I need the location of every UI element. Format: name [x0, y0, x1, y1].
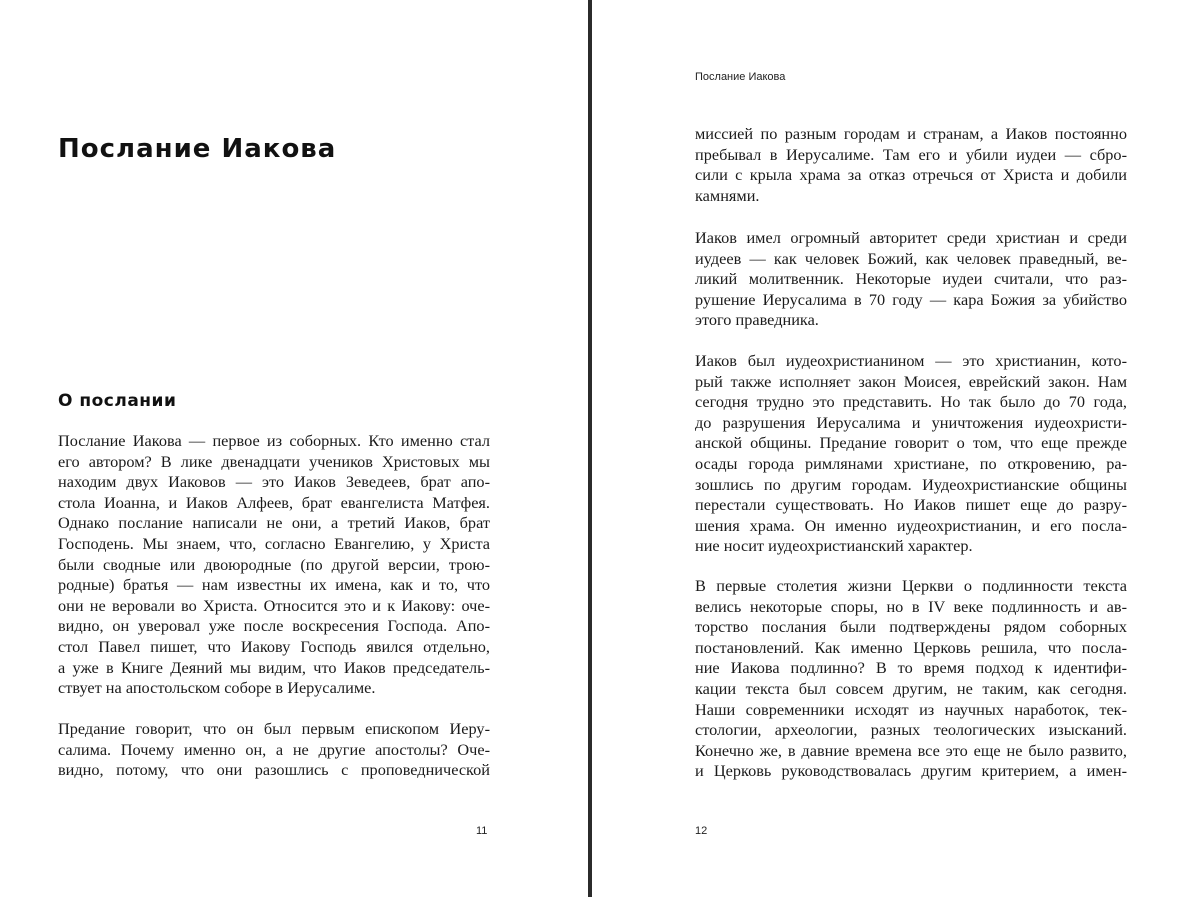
paragraph — [695, 576, 1127, 782]
paragraph — [695, 351, 1127, 557]
text-line: рый также исполняет закон Моисея, еврейский закон. Нам — [695, 371, 1127, 391]
text-line: стол Павел пишет, что Иакову Господь явился отдельно, — [58, 636, 490, 656]
text-line: осады города римлянами христиане, по откровению, ра- — [695, 453, 1127, 473]
text-line: камнями. — [695, 185, 760, 205]
paragraph — [58, 431, 490, 699]
text-line: велись некоторые споры, но в IV веке подлинность и ав- — [695, 596, 1127, 616]
paragraph — [58, 719, 490, 781]
text-line: они не веровали во Христа. Относится это и к Иакову: оче- — [58, 595, 490, 615]
paragraph — [695, 124, 1127, 206]
text-line: торство послания были подтверждены рядом соборных — [695, 617, 1127, 637]
text-line: а уже в Книге Деяний мы видим, что Иаков председатель- — [58, 657, 490, 677]
running-header: Послание Иакова — [695, 71, 786, 83]
text-line: видно, потому, что они разошлись с проповеднической — [58, 760, 490, 780]
text-line: ликий молитвенник. Некоторые иудеи считали, что раз- — [695, 269, 1127, 289]
text-line: иудеев — как человек Божий, как человек праведный, ве- — [695, 248, 1127, 268]
text-line: ние носит иудеохристианский характер. — [695, 536, 973, 556]
paragraph — [695, 228, 1127, 331]
text-line: зошлись по другим городам. Иудеохристианские общины — [695, 474, 1127, 494]
chapter-title: Послание Иакова — [58, 134, 337, 164]
text-line: Послание Иакова — первое из соборных. Кто именно стал — [58, 431, 490, 450]
text-line: до разрушения Иерусалима и уничтожения иудеохристи- — [695, 412, 1127, 432]
text-line: ствует на апостольском соборе в Иерусалиме. — [58, 678, 376, 698]
text-line: стола Иоанна, и Иаков Алфеев, брат евангелиста Матфея. — [58, 492, 490, 512]
text-line: видно, он уверовал уже после воскресения Господа. Апо- — [58, 616, 490, 636]
text-line: его автором? В лике двенадцати учеников Христовых мы — [58, 451, 490, 471]
text-line: и Церковь руководствовалась другим критерием, а имен- — [695, 761, 1127, 781]
section-heading: О послании — [58, 391, 177, 411]
text-line: Предание говорит, что он был первым епископом Иеру- — [58, 719, 490, 738]
page-number: 11 — [476, 825, 488, 837]
text-line: Конечно же, в давние времена все это еще не было развито, — [695, 740, 1127, 760]
right-page — [592, 0, 1184, 897]
text-line: салима. Почему именно он, а не другие апостолы? Оче- — [58, 739, 490, 759]
text-line: сили с крыла храма за отказ отречься от Христа и добили — [695, 165, 1127, 185]
text-line: родные) братья — нам известны их имена, как и то, что — [58, 575, 490, 595]
text-line: стологии, археологии, разных теологических изысканий. — [695, 720, 1127, 740]
text-line: сегодня трудно это представить. Но так было до 70 года, — [695, 392, 1127, 412]
text-line: находим двух Иаковов — это Иаков Зеведеев, брат апо- — [58, 472, 490, 492]
text-line: этого праведника. — [695, 310, 819, 330]
text-line: кации текста был совсем другим, не таким, как сегодня. — [695, 678, 1127, 698]
text-line: перестали существовать. Но Иаков пишет еще до разру- — [695, 495, 1127, 515]
text-line: анской общины. Предание говорит о том, что еще прежде — [695, 433, 1127, 453]
text-line: Иаков имел огромный авторитет среди христиан и среди — [695, 228, 1127, 247]
text-line: Иаков был иудеохристианином — это христианин, кото- — [695, 351, 1127, 370]
text-line: Наши современники исходят из научных наработок, тек- — [695, 699, 1127, 719]
text-line: Господень. Мы знаем, что, согласно Евангелию, у Христа — [58, 533, 490, 553]
text-line: шения храма. Он именно иудеохристианин, и его посла- — [695, 515, 1127, 535]
text-line: миссией по разным городам и странам, а Иаков постоянно — [695, 124, 1127, 143]
page-number: 12 — [695, 825, 708, 837]
text-line: Однако послание написали не они, а третий Иаков, брат — [58, 513, 490, 533]
text-line: ние Иакова подлинно? В то время подход к идентифи- — [695, 658, 1127, 678]
text-line: постановлений. Как именно Церковь решила, что посла- — [695, 637, 1127, 657]
left-page — [0, 0, 589, 897]
text-line: В первые столетия жизни Церкви о подлинности текста — [695, 576, 1127, 595]
text-line: рушение Иерусалима в 70 году — кара Божия за убийство — [695, 289, 1127, 309]
text-line: пребывал в Иерусалиме. Там его и убили иудеи — сбро- — [695, 144, 1127, 164]
text-line: были сводные или двоюродные (по другой версии, трою- — [58, 554, 490, 574]
